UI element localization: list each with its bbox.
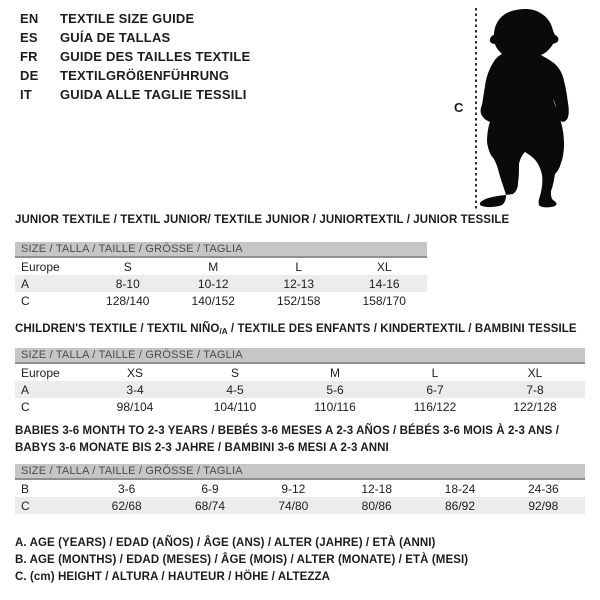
lang-code: DE — [20, 68, 39, 83]
table-cell: XL — [376, 259, 392, 274]
babies-size-table — [15, 464, 585, 514]
table-cell: 92/98 — [528, 498, 559, 513]
lang-title: TEXTILE SIZE GUIDE — [60, 11, 195, 26]
title-text: CHILDREN'S TEXTILE / TEXTIL NIÑO — [15, 323, 220, 335]
table-cell: 9-12 — [281, 481, 306, 496]
lang-code: IT — [20, 87, 32, 102]
babies-size-header-bar: SIZE / TALLA / TAILLE / GRÖSSE / TAGLIA — [15, 464, 585, 480]
table-cell: S — [123, 259, 132, 274]
baby-silhouette-icon — [478, 8, 570, 208]
table-cell: L — [431, 365, 439, 380]
table-cell: 24-36 — [527, 481, 559, 496]
title-text: / TEXTILE DES ENFANTS / KINDERTEXTIL / BAMBINI TESSILE — [227, 323, 577, 335]
lang-title: TEXTILGRÖßENFÜHRUNG — [60, 68, 230, 83]
table-cell: S — [230, 365, 239, 380]
height-measure-label: C — [454, 100, 464, 115]
table-row — [15, 398, 585, 415]
table-row — [15, 364, 585, 381]
babies-table-title — [15, 423, 559, 457]
children-table-title — [15, 321, 577, 340]
table-cell: 110/116 — [314, 399, 356, 414]
table-cell: 68/74 — [194, 498, 225, 513]
table-cell: 3-4 — [126, 382, 144, 397]
table-cell: 12-13 — [283, 276, 315, 291]
lang-title: GUÍA DE TALLAS — [60, 30, 171, 45]
lang-code: EN — [20, 11, 39, 26]
table-row — [15, 275, 427, 292]
row-label: A — [21, 382, 30, 397]
table-cell: 6-9 — [201, 481, 219, 496]
table-cell: 14-16 — [368, 276, 400, 291]
table-cell: XS — [126, 365, 143, 380]
legend-footnotes — [15, 535, 468, 586]
table-cell: XL — [527, 365, 543, 380]
lang-code: ES — [20, 30, 38, 45]
row-label: A — [21, 276, 30, 291]
row-label: C — [21, 399, 30, 414]
children-size-table — [15, 348, 585, 415]
babies-title-line1: BABIES 3-6 MONTH TO 2-3 YEARS / BEBÉS 3-6 MESES A 2-3 AÑOS / BÉBÉS 3-6 MOIS À 2-3 ANS / — [15, 425, 559, 437]
lang-row-en — [20, 9, 250, 28]
table-row — [15, 381, 585, 398]
row-label: C — [21, 498, 30, 513]
table-cell: 86/92 — [444, 498, 475, 513]
row-label: Europe — [21, 259, 60, 274]
junior-table-title: JUNIOR TEXTILE / TEXTIL JUNIOR/ TEXTILE JUNIOR / JUNIORTEXTIL / JUNIOR TESSILE — [15, 214, 510, 226]
table-row — [15, 480, 585, 497]
table-cell: 5-6 — [326, 382, 344, 397]
lang-row-it — [20, 85, 250, 104]
footnote-b: B. AGE (MONTHS) / EDAD (MESES) / ÂGE (MOIS) / ALTER (MONATE) / ETÀ (MESI) — [15, 554, 469, 566]
table-cell: 116/122 — [413, 399, 457, 414]
footnote-a: A. AGE (YEARS) / EDAD (AÑOS) / ÂGE (ANS) / ALTER (JAHRE) / ETÀ (ANNI) — [15, 537, 436, 549]
table-cell: 7-8 — [526, 382, 544, 397]
height-dotted-line — [475, 8, 477, 210]
table-cell: 3-6 — [117, 481, 136, 496]
babies-title-line2: BABYS 3-6 MONATE BIS 2-3 JAHRE / BAMBINI 3-6 MESI A 2-3 ANNI — [15, 442, 389, 454]
table-cell: 80/86 — [361, 498, 392, 513]
table-cell: M — [330, 365, 340, 380]
table-cell: 6-7 — [426, 382, 444, 397]
table-cell: 12-18 — [361, 481, 393, 496]
table-row — [15, 292, 427, 309]
lang-code: FR — [20, 49, 38, 64]
table-cell: 140/152 — [191, 293, 235, 308]
table-cell: M — [208, 259, 219, 274]
row-label: B — [21, 481, 30, 496]
lang-row-fr — [20, 47, 250, 66]
junior-size-header-bar: SIZE / TALLA / TAILLE / GRÖSSE / TAGLIA — [15, 242, 427, 258]
table-row — [15, 497, 585, 514]
footnote-c: C. (cm) HEIGHT / ALTURA / HAUTEUR / HÖHE / ALTEZZA — [15, 571, 331, 583]
table-cell: 152/158 — [277, 293, 321, 308]
title-subscript: /A — [219, 327, 228, 336]
table-row — [15, 258, 427, 275]
table-cell: 122/128 — [513, 399, 557, 414]
table-cell: 10-12 — [197, 276, 229, 291]
row-label: C — [21, 293, 30, 308]
junior-size-table — [15, 242, 427, 309]
table-cell: 98/104 — [116, 399, 154, 414]
table-cell: 8-10 — [115, 276, 140, 291]
table-cell: 74/80 — [278, 498, 309, 513]
table-cell: 4-5 — [226, 382, 244, 397]
children-size-header-bar: SIZE / TALLA / TAILLE / GRÖSSE / TAGLIA — [15, 348, 585, 364]
row-label: Europe — [21, 365, 60, 380]
table-cell: L — [295, 259, 303, 274]
table-cell: 128/140 — [106, 293, 150, 308]
table-cell: 62/68 — [111, 498, 142, 513]
lang-row-de — [20, 66, 250, 85]
lang-title: GUIDA ALLE TAGLIE TESSILI — [60, 87, 247, 102]
language-title-list — [20, 9, 250, 104]
table-cell: 158/170 — [362, 293, 406, 308]
lang-title: GUIDE DES TAILLES TEXTILE — [60, 49, 251, 64]
table-cell: 18-24 — [444, 481, 476, 496]
table-cell: 104/110 — [213, 399, 257, 414]
lang-row-es — [20, 28, 250, 47]
